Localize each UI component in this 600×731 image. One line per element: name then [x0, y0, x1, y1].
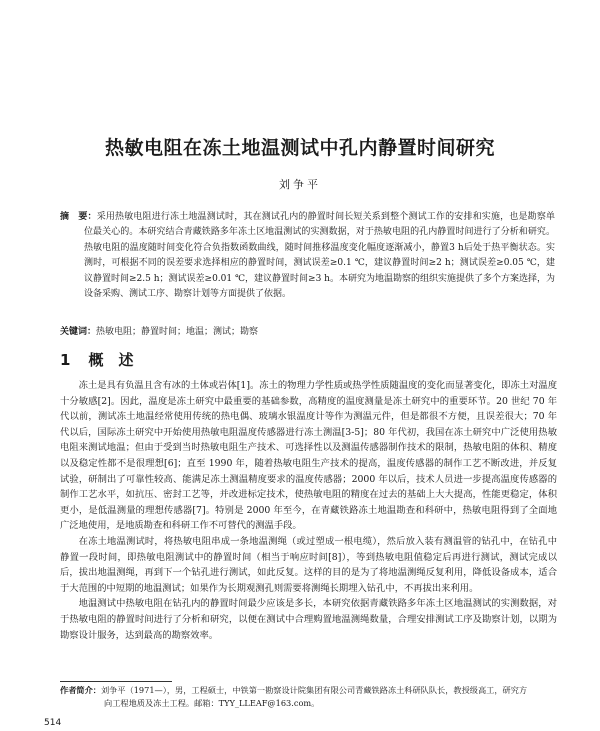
abstract-block — [60, 210, 555, 302]
paragraph: 在冻土地温测试时，将热敏电阻串成一条地温测绳（或过塑成一根电缆），然后放入装有测温管的钻孔中，在钻孔中静置一段时间，即热敏电阻测试中的静置时间（相当于响应时间[8]），等到热敏电阻值稳定后再进行测试，测试完成以后，拔出地温测绳，再到下一个钻孔进行测试，如此反复。这样的目的是为了将地温测绳反复利用，降低设备成本，适合于大范围的中短期的地温测试；如果作为长期观测孔则需要将测绳长期埋入钻孔中，不再拔出来利用。 — [60, 535, 557, 594]
paragraph: 冻土是具有负温且含有冰的土体或岩体[1]。冻土的物理力学性质或热学性质随温度的变化而显著变化，即冻土对温度十分敏感[2]。因此，温度是冻土研究中最重要的基础参数，高精度的温度测量是冻土研究中的重要环节。20 世纪 70 年代以前，测试冻土地温经常使用传统的热电偶、玻璃水银温度计等作为测温元件，但是都很不方便，且误差很大；70 年代以后，国际冻土研究中开始使用热敏电阻温度传感器进行冻土测温[3-5]；80 年代初，我国在冻土研究中广泛使用热敏电阻来测试地温；但由于受到当时热敏电阻生产技术、可选择性以及测温传感器制作技术的限制，热敏电阻的体积、精度以及稳定性都不是很理想[6]；直至 1990 年，随着热敏电阻生产技术的提高，温度传感器的制作工艺不断改进，并反复试验，研制出了可靠性较高、能满足冻土测温精度要求的温度传感器；2000 年以后，技术人员进一步提高温度传感器的制作工艺水平，如抗压、密封工艺等，并改进标定技术，使热敏电阻的精度在过去的基础上大大提高，性能更稳定，体积更小，是低温测量的理想传感器[7]。特别是 2000 年至今，在青藏铁路冻土地温勘查和科研中，热敏电阻得到了全面地广泛地使用，是地质勘查和科研工作不可替代的测温手段。 — [60, 380, 557, 532]
paragraph: 地温测试中热敏电阻在钻孔内的静置时间最少应该是多长，本研究依据青藏铁路多年冻土区地温测试的实测数据，对于热敏电阻的静置时间进行了分析和研究，以便在测试中合理购置地温测绳数量，合理安排测试工序及勘察计划，以期为勘察设计服务，达到最高的勘察效率。 — [60, 598, 557, 641]
paper-title: 热敏电阻在冻土地温测试中孔内静置时间研究 — [104, 137, 495, 159]
page-number: 514 — [44, 718, 62, 728]
keywords-block — [60, 324, 555, 337]
keywords-text: 热敏电阻；静置时间；地温；测试；勘察 — [96, 327, 259, 337]
abstract-text: 采用热敏电阻进行冻土地温测试时，其在测试孔内的静置时间长短关系到整个测试工作的安排和实施，也是勘察单位最关心的。本研究结合青藏铁路多年冻土区地温测试的实测数据，对于热敏电阻的孔内静置时间进行了分析和研究。热敏电阻的温度随时间变化符合负指数函数曲线，随时间推移温度变化幅度逐渐减小，静置3 h后处于热平衡状态。实测时，可根据不同的误差要求选择相应的静置时间，测试误差≥0.1 ℃，建议静置时间≥2 h；测试误差≥0.05 ℃，建议静置时间≥2.5 h；测试误差≥0.01 ℃，建议静置时间≥3 h。本研究为地温勘察的组织实施提供了多个方案选择，为设备采购、测试工序、勘察计划等方面提供了依据。 — [84, 212, 555, 300]
author-name: 刘争平 — [279, 178, 321, 191]
abstract-label: 摘 要： — [60, 212, 97, 222]
section-title: 概 述 — [88, 351, 134, 369]
section-number: 1 — [60, 351, 71, 369]
body-text — [60, 378, 557, 643]
abstract-body — [60, 210, 555, 302]
keywords-label: 关键词： — [60, 327, 97, 337]
footnote-label: 作者简介： — [60, 685, 101, 695]
footnote-divider — [60, 681, 172, 682]
footnote-line-2: 向工程地质及冻土工程。邮箱：TYY_LLEAF@163.com。 — [104, 698, 320, 708]
author-footnote — [60, 684, 555, 710]
section-heading — [60, 349, 133, 370]
footnote-line-1: 刘争平（1971—），男，工程硕士，中铁第一勘察设计院集团有限公司青藏铁路冻土科研队队长，教授级高工，研究方 — [100, 685, 528, 695]
